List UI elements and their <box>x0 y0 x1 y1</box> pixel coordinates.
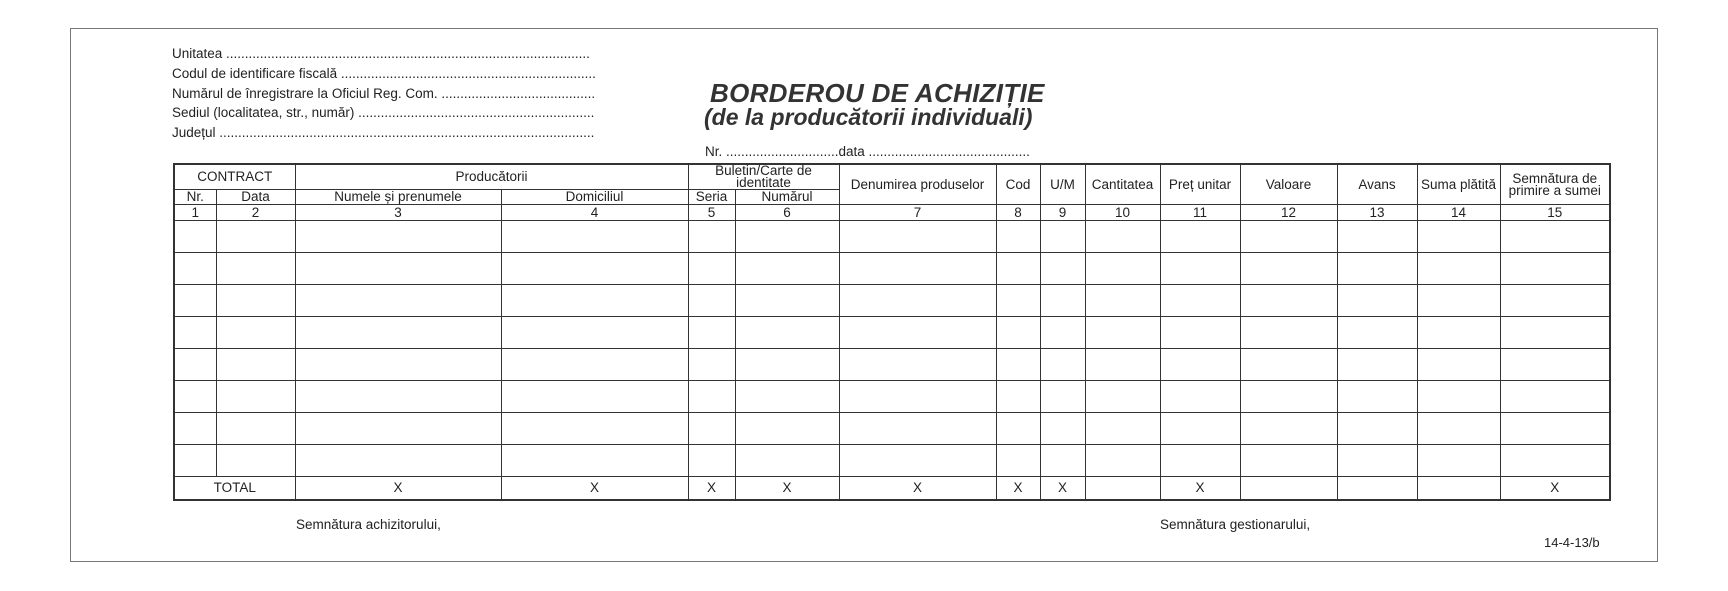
avans-header: Avans <box>1337 164 1417 205</box>
nr-header: Nr. <box>174 190 216 205</box>
buletin-header: Buletin/Carte de identitate <box>688 164 839 190</box>
total-row <box>174 477 1610 501</box>
sign-achizitor: Semnătura achizitorului, <box>296 517 441 532</box>
table-row[interactable] <box>174 381 1610 413</box>
judetul-line: Județul .................................................................................................... <box>172 125 595 140</box>
x-mark: X <box>501 477 688 501</box>
column-number: 3 <box>295 205 501 221</box>
semnatura-header: Semnătura de primire a sumei <box>1500 164 1610 205</box>
seria-header: Seria <box>688 190 735 205</box>
cantitatea-header: Cantitatea <box>1085 164 1160 205</box>
total-avans[interactable] <box>1337 477 1417 501</box>
table-row[interactable] <box>174 349 1610 381</box>
table-row[interactable] <box>174 285 1610 317</box>
column-number: 2 <box>216 205 295 221</box>
table-row[interactable] <box>174 221 1610 253</box>
table-row[interactable] <box>174 413 1610 445</box>
table-row[interactable] <box>174 445 1610 477</box>
contract-header: CONTRACT <box>174 164 295 190</box>
table-row[interactable] <box>174 253 1610 285</box>
column-number: 15 <box>1500 205 1610 221</box>
total-suma[interactable] <box>1417 477 1500 501</box>
form-code: 14-4-13/b <box>1544 535 1600 550</box>
column-number: 9 <box>1040 205 1085 221</box>
unitatea-line: Unitatea ................................................................................................. <box>172 46 590 61</box>
total-label: TOTAL <box>174 477 295 501</box>
column-number: 1 <box>174 205 216 221</box>
total-valoare[interactable] <box>1240 477 1337 501</box>
column-number: 5 <box>688 205 735 221</box>
um-header: U/M <box>1040 164 1085 205</box>
x-mark: X <box>1160 477 1240 501</box>
suma-header: Suma plătită <box>1417 164 1500 205</box>
x-mark: X <box>688 477 735 501</box>
producatorii-header: Producătorii <box>295 164 688 190</box>
pret-header: Preț unitar <box>1160 164 1240 205</box>
cod-header: Cod <box>996 164 1040 205</box>
column-number: 11 <box>1160 205 1240 221</box>
table-row[interactable] <box>174 317 1610 349</box>
x-mark: X <box>839 477 996 501</box>
nr-reg-line: Numărul de înregistrare la Oficiul Reg. Com. ......................................... <box>172 86 596 101</box>
data-header: Data <box>216 190 295 205</box>
sediul-line: Sediul (localitatea, str., număr) ............................................................... <box>172 105 595 120</box>
column-number: 14 <box>1417 205 1500 221</box>
column-number: 13 <box>1337 205 1417 221</box>
column-number: 6 <box>735 205 839 221</box>
acquisition-table <box>173 163 1611 501</box>
form-subtitle: (de la producătorii individuali) <box>704 104 1033 130</box>
x-mark: X <box>295 477 501 501</box>
form-title: BORDEROU DE ACHIZIȚIE <box>710 78 1045 108</box>
cod-fiscal-line: Codul de identificare fiscală .................................................................... <box>172 66 596 81</box>
x-mark: X <box>735 477 839 501</box>
nr-data-line: Nr. ..............................data ........................................... <box>705 144 1030 159</box>
column-number: 7 <box>839 205 996 221</box>
sign-gestionar: Semnătura gestionarului, <box>1160 517 1311 532</box>
domiciliul-header: Domiciliul <box>501 190 688 205</box>
x-mark: X <box>1040 477 1085 501</box>
column-number: 4 <box>501 205 688 221</box>
valoare-header: Valoare <box>1240 164 1337 205</box>
column-number: 10 <box>1085 205 1160 221</box>
column-number: 12 <box>1240 205 1337 221</box>
total-cantitatea[interactable] <box>1085 477 1160 501</box>
numarul-header: Numărul <box>735 190 839 205</box>
denumirea-header: Denumirea produselor <box>839 164 996 205</box>
column-number: 8 <box>996 205 1040 221</box>
numele-header: Numele și prenumele <box>295 190 501 205</box>
x-mark: X <box>996 477 1040 501</box>
x-mark: X <box>1500 477 1610 501</box>
